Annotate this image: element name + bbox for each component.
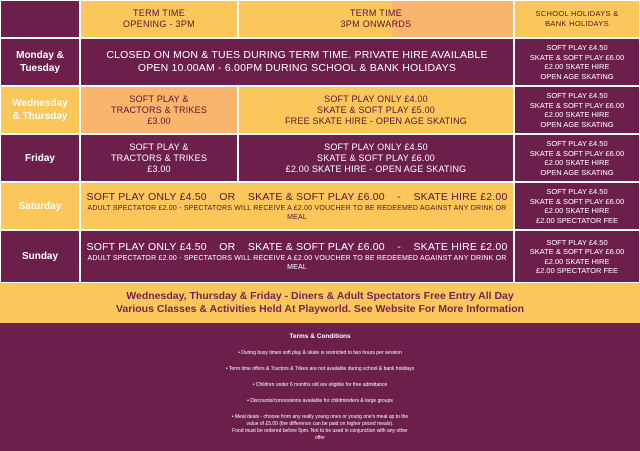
day-saturday	[0, 182, 80, 230]
header-school-holidays	[514, 0, 640, 38]
price-line: OPEN AGE SKATING	[540, 71, 614, 81]
price-line: SOFT PLAY £4.50	[546, 91, 608, 100]
price-line: SKATE & SOFT PLAY £6.00	[529, 100, 625, 110]
day-label: Sunday	[21, 251, 59, 262]
price-line: £3.00	[147, 163, 171, 174]
header-line: 3PM ONWARDS	[340, 19, 412, 29]
monday-main-line: CLOSED ON MON & TUES DURING TERM TIME. PRIVATE HIRE AVAILABLE	[106, 49, 488, 61]
price-line: SKATE & SOFT PLAY £6.00	[529, 148, 625, 158]
price-line: SKATE & SOFT PLAY £6.00	[317, 152, 435, 163]
price-line: SKATE & SOFT PLAY £6.00	[529, 247, 625, 256]
monday-main-line: OPEN 10.00AM - 6.00PM DURING SCHOOL & BANK HOLIDAYS	[137, 62, 457, 74]
price-line: £2.00 SKATE HIRE	[544, 158, 610, 167]
price-line: OPEN AGE SKATING	[540, 119, 614, 129]
header-line: BANK HOLIDAYS	[545, 19, 609, 28]
day-label: & Thursday	[12, 111, 68, 122]
price-line: SOFT PLAY ONLY £4.50	[324, 141, 428, 152]
price-line: FREE SKATE HIRE - OPEN AGE SKATING	[284, 115, 467, 126]
wednesday-holiday-prices	[514, 86, 640, 134]
sunday-price-line: SOFT PLAY ONLY £4.50 OR SKATE & SOFT PLAY £6.00 - SKATE HIRE £2.00	[86, 241, 508, 253]
terms-item: Food must be ordered before 5pm. Not to be used in conjunction with any other	[232, 428, 408, 434]
day-monday-tuesday	[0, 38, 80, 86]
wednesday-term-time	[80, 86, 238, 134]
saturday-price-line: SOFT PLAY ONLY £4.50 OR SKATE & SOFT PLAY £6.00 - SKATE HIRE £2.00	[86, 190, 508, 203]
price-line: £2.00 SKATE HIRE	[544, 110, 610, 119]
day-friday	[0, 134, 80, 182]
saturday-spectator-note: ADULT SPECTATOR £2.00 - SPECTATORS WILL RECEIVE A £2.00 VOUCHER TO BE REDEEMED AGAINST ANY DRINK OR MEAL	[87, 204, 507, 221]
terms-item: • Children under 6 months old are eligible for free admittance	[252, 382, 388, 388]
price-line: SOFT PLAY £4.50	[546, 43, 608, 52]
price-line: £2.00 SKATE HIRE	[544, 206, 610, 215]
day-label: Monday &	[16, 50, 64, 61]
header-corner	[0, 0, 80, 38]
price-line: SOFT PLAY £4.50	[546, 237, 608, 247]
terms-item: value of £5.00 (the difference can be paid on higher priced meals).	[246, 421, 394, 427]
price-line: £2.00 SPECTATOR FEE	[535, 215, 619, 225]
day-label: Saturday	[18, 200, 62, 212]
price-line: SOFT PLAY &	[129, 141, 189, 152]
terms-title: Terms & Conditions	[289, 333, 351, 340]
price-line: £3.00	[147, 115, 171, 126]
sunday-holiday-prices	[514, 230, 640, 283]
monday-holiday-prices	[514, 38, 640, 86]
price-line: £2.00 SKATE HIRE	[544, 62, 610, 71]
header-line: TERM TIME	[132, 8, 186, 18]
price-line: OPEN AGE SKATING	[540, 167, 614, 177]
sunday-main	[80, 230, 514, 283]
price-line: SKATE & SOFT PLAY £5.00	[317, 104, 435, 115]
price-line: £2.00 SKATE HIRE - OPEN AGE SKATING	[285, 163, 467, 174]
day-wednesday-thursday	[0, 86, 80, 134]
terms-item: • Meal deals - choose from any really young ones or young one's meal up to the	[231, 414, 409, 420]
price-line: SKATE & SOFT PLAY £6.00	[529, 196, 625, 206]
price-line: SOFT PLAY &	[129, 93, 189, 104]
banner-line-diners: Wednesday, Thursday & Friday - Diners & Adult Spectators Free Entry All Day	[126, 290, 514, 302]
price-line: SOFT PLAY ONLY £4.00	[324, 93, 428, 104]
day-sunday	[0, 230, 80, 283]
terms-item: • Discounts/concessions available for childminders & large groups	[247, 398, 393, 404]
sunday-spectator-note: ADULT SPECTATOR £2.00 - SPECTATORS WILL RECEIVE A £2.00 VOUCHER TO BE REDEEMED AGAINST ANY DRINK OR MEAL	[87, 255, 507, 271]
info-banner	[0, 283, 640, 323]
price-line: SKATE & SOFT PLAY £6.00	[529, 52, 625, 62]
header-term-time-opening	[80, 0, 238, 38]
day-label: Friday	[24, 152, 55, 164]
terms-item: • During busy times soft play & skate is restricted to two hours per session	[238, 350, 402, 356]
wednesday-main	[238, 86, 514, 134]
header-line: SCHOOL HOLIDAYS &	[535, 9, 619, 18]
saturday-main	[80, 182, 514, 230]
price-line: TRACTORS & TRIKES	[110, 104, 208, 115]
day-label: Tuesday	[20, 63, 60, 74]
friday-holiday-prices	[514, 134, 640, 182]
price-line: £2.00 SPECTATOR FEE	[535, 266, 619, 275]
terms-item: offer	[315, 435, 325, 441]
day-label: Wednesday	[12, 98, 68, 109]
saturday-holiday-prices	[514, 182, 640, 230]
header-line: OPENING - 3PM	[123, 19, 195, 29]
price-line: £2.00 SKATE HIRE	[544, 256, 610, 266]
friday-main	[238, 134, 514, 182]
price-line: SOFT PLAY £4.50	[546, 139, 608, 148]
price-line: SOFT PLAY £4.50	[546, 187, 608, 196]
terms-and-conditions	[0, 323, 640, 451]
header-term-time-3pm	[238, 0, 514, 38]
friday-term-time	[80, 134, 238, 182]
banner-line-classes: Various Classes & Activities Held At Playworld. See Website For More Information	[115, 303, 525, 315]
monday-main	[80, 38, 514, 86]
price-line: TRACTORS & TRIKES	[110, 152, 208, 163]
header-line: TERM TIME	[349, 8, 403, 18]
header-term-time-3pm-text	[299, 8, 452, 30]
terms-item: • Term time offers & Tractors & Trikes are not available during school & bank holidays	[225, 366, 415, 372]
